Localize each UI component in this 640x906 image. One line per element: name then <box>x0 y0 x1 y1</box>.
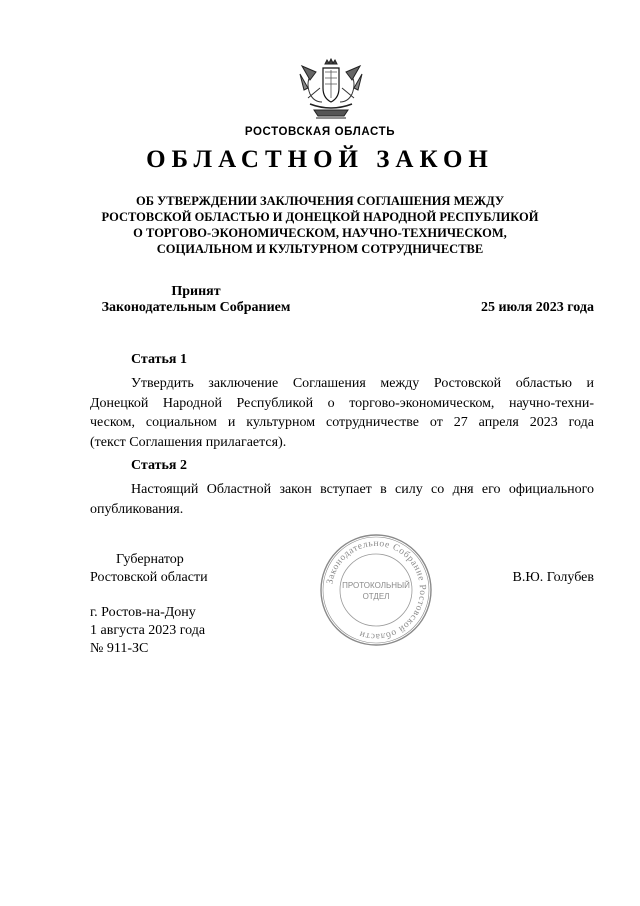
article-2-heading: Статья 2 <box>131 458 187 473</box>
article-1-line: Донецкой Народной Республикой о торгово-экономическом, научно-техни- <box>90 395 594 411</box>
article-2-line: Настоящий Областной закон вступает в силу со дня его официального <box>131 482 594 497</box>
article-2-text <box>90 480 594 519</box>
article-1-text <box>90 374 594 452</box>
document-title: ОБЛАСТНОЙ ЗАКОН <box>146 146 494 173</box>
law-subject <box>90 193 550 257</box>
city: г. Ростов-на-Дону <box>90 605 196 620</box>
signatory-name: В.Ю. Голубев <box>512 570 594 585</box>
stamp-center-line1: ПРОТОКОЛЬНЫЙ <box>342 581 410 590</box>
law-subject-line: РОСТОВСКОЙ ОБЛАСТЬЮ И ДОНЕЦКОЙ НАРОДНОЙ РЕСПУБЛИКОЙ <box>101 210 539 224</box>
adoption-date: 25 июля 2023 года <box>480 300 594 315</box>
adopted-by: Законодательным Собранием <box>101 300 291 315</box>
stamp-ring-text: Законодательное Собрание Ростовской области <box>325 538 428 642</box>
official-stamp <box>318 532 434 648</box>
article-1-line: Утвердить заключение Соглашения между Ростовской областью и <box>131 376 594 391</box>
region-name: РОСТОВСКАЯ ОБЛАСТЬ <box>244 126 396 138</box>
place-date-block <box>90 604 205 658</box>
adopted-label: Принят <box>171 284 221 299</box>
law-subject-line: СОЦИАЛЬНОМ И КУЛЬТУРНОМ СОТРУДНИЧЕСТВЕ <box>156 242 484 256</box>
article-1-line: ческом, социальном и культурном сотрудничестве от 27 апреля 2023 года <box>90 415 594 430</box>
article-1-heading: Статья 1 <box>131 352 187 367</box>
law-number: № 911-ЗС <box>90 641 149 656</box>
signatory-position-line2: Ростовской области <box>90 570 208 585</box>
signing-date: 1 августа 2023 года <box>90 623 206 638</box>
law-subject-line: О ТОРГОВО-ЭКОНОМИЧЕСКОМ, НАУЧНО-ТЕХНИЧЕСКОМ, <box>133 226 507 240</box>
signatory-position-line1: Губернатор <box>116 552 184 567</box>
article-1-line: (текст Соглашения прилагается). <box>90 434 287 450</box>
stamp-center-line2: ОТДЕЛ <box>362 592 390 601</box>
law-subject-line: ОБ УТВЕРЖДЕНИИ ЗАКЛЮЧЕНИЯ СОГЛАШЕНИЯ МЕЖДУ <box>135 194 505 208</box>
article-2-line: опубликования. <box>90 501 184 517</box>
coat-of-arms-icon <box>296 58 366 124</box>
